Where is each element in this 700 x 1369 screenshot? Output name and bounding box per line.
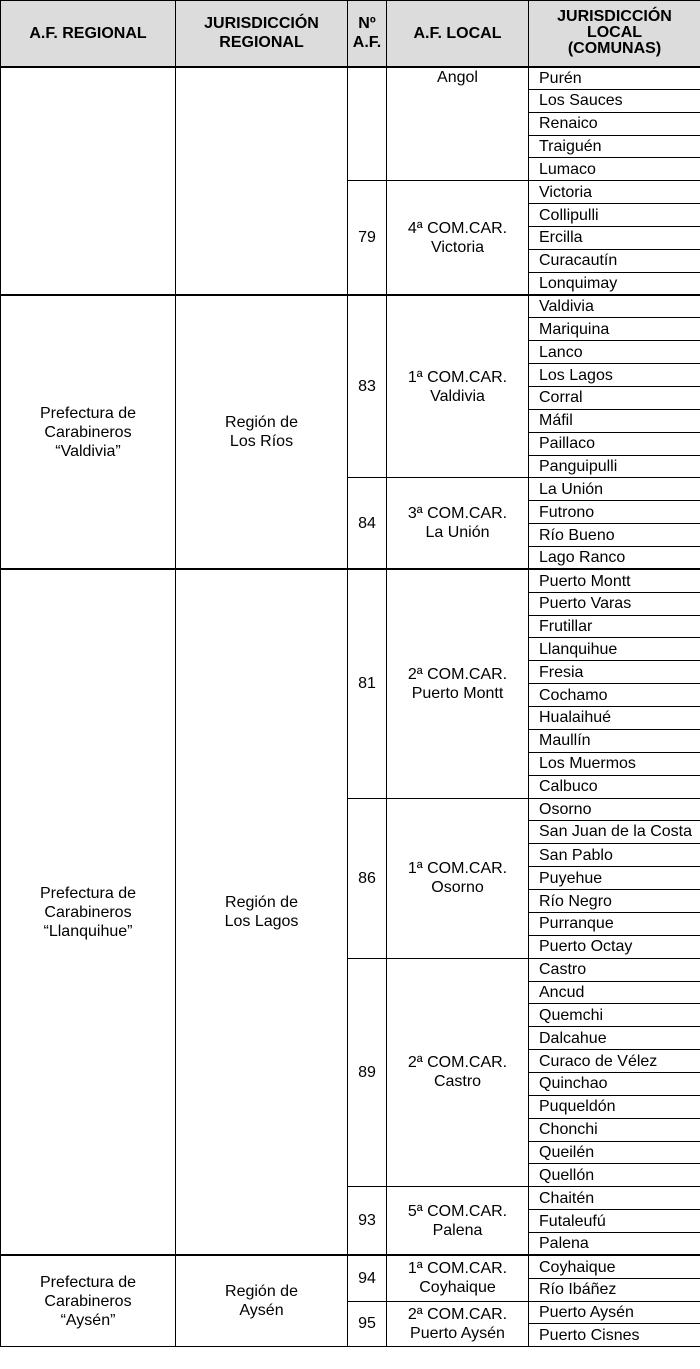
comuna-cell: Lonquimay [529,272,700,295]
comuna-cell: Traiguén [529,135,700,158]
comuna-cell: Chaitén [529,1187,700,1210]
comuna-cell: Máfil [529,409,700,432]
comuna-cell: Hualaihué [529,707,700,730]
nro-af-cell: 81 [348,569,387,798]
nro-af-cell: 84 [348,478,387,569]
comuna-cell: Río Negro [529,890,700,913]
comuna-cell: Queilén [529,1141,700,1164]
comuna-cell: Quemchi [529,1004,700,1027]
comuna-cell: Los Lagos [529,364,700,387]
region-cell: Región de Los Ríos [176,295,348,569]
af-local-cell: 2ª COM.CAR. Puerto Montt [387,569,529,798]
table-row [1,67,700,90]
comuna-cell: La Unión [529,478,700,501]
comuna-cell: Lanco [529,341,700,364]
comuna-cell: Calbuco [529,775,700,798]
af-local-cell: 1ª COM.CAR. Coyhaique [387,1255,529,1301]
header-nro-af: Nº A.F. [348,1,387,67]
af-local-cell: 2ª COM.CAR. Castro [387,958,529,1187]
comuna-cell: Mariquina [529,318,700,341]
comuna-cell: Frutillar [529,615,700,638]
prefectura-cell: Prefectura de Carabineros “Valdivia” [1,295,176,569]
comuna-cell: Purén [529,67,700,90]
comuna-cell: Valdivia [529,295,700,318]
comuna-cell: Lumaco [529,158,700,181]
nro-af-cell: 94 [348,1255,387,1301]
comuna-cell: Cochamo [529,684,700,707]
region-cell [176,67,348,296]
comuna-cell: Los Muermos [529,752,700,775]
comuna-cell: Coyhaique [529,1255,700,1278]
af-local-cell: 1ª COM.CAR. Osorno [387,798,529,958]
comuna-cell: Dalcahue [529,1027,700,1050]
comuna-cell: Purranque [529,912,700,935]
comuna-cell: Ancud [529,981,700,1004]
comuna-cell: Fresia [529,661,700,684]
comuna-cell: Puerto Varas [529,592,700,615]
comuna-cell: Río Bueno [529,524,700,547]
header-row [1,1,700,67]
comuna-cell: Renaico [529,112,700,135]
table-row [1,295,700,318]
comuna-cell: Castro [529,958,700,981]
comuna-cell: San Juan de la Costa [529,821,700,844]
nro-af-cell [348,67,387,181]
comuna-cell: Corral [529,387,700,410]
table-row [1,1255,700,1278]
comuna-cell: Puerto Montt [529,569,700,592]
comuna-cell: Victoria [529,181,700,204]
nro-af-cell: 95 [348,1301,387,1347]
comuna-cell: Lago Ranco [529,547,700,570]
table-row [1,569,700,592]
table-body [1,67,700,1347]
nro-af-cell: 79 [348,181,387,295]
region-cell: Región de Los Lagos [176,569,348,1255]
comuna-cell: Palena [529,1232,700,1255]
comuna-cell: Ercilla [529,227,700,250]
comuna-cell: Puqueldón [529,1095,700,1118]
comuna-cell: Puerto Cisnes [529,1324,700,1347]
comuna-cell: Río Ibáñez [529,1278,700,1301]
af-local-cell: 5ª COM.CAR. Palena [387,1187,529,1256]
nro-af-cell: 83 [348,295,387,478]
af-local-cell: 3ª COM.CAR. La Unión [387,478,529,569]
comuna-cell: Osorno [529,798,700,821]
nro-af-cell: 89 [348,958,387,1187]
comuna-cell: Quinchao [529,1072,700,1095]
comuna-cell: Maullín [529,729,700,752]
comuna-cell: Futaleufú [529,1210,700,1233]
af-local-cell: 1ª COM.CAR. Valdivia [387,295,529,478]
region-cell: Región de Aysén [176,1255,348,1346]
comuna-cell: San Pablo [529,844,700,867]
comuna-cell: Curaco de Vélez [529,1050,700,1073]
header-jurisdiccion-local: JURISDICCIÓN LOCAL (COMUNAS) [529,1,700,67]
comuna-cell: Chonchi [529,1118,700,1141]
comuna-cell: Puerto Aysén [529,1301,700,1324]
header-af-local: A.F. LOCAL [387,1,529,67]
nro-af-cell: 93 [348,1187,387,1256]
comuna-cell: Los Sauces [529,89,700,112]
nro-af-cell: 86 [348,798,387,958]
prefectura-cell [1,67,176,296]
comuna-cell: Panguipulli [529,455,700,478]
comuna-cell: Llanquihue [529,638,700,661]
prefectura-cell: Prefectura de Carabineros “Aysén” [1,1255,176,1346]
af-local-cell: 4ª COM.CAR. Victoria [387,181,529,295]
comuna-cell: Puerto Octay [529,935,700,958]
comuna-cell: Curacautín [529,249,700,272]
comuna-cell: Quellón [529,1164,700,1187]
af-local-cell: 2ª COM.CAR. Puerto Aysén [387,1301,529,1347]
prefectura-cell: Prefectura de Carabineros “Llanquihue” [1,569,176,1255]
header-jurisdiccion-regional: JURISDICCIÓN REGIONAL [176,1,348,67]
af-local-cell: Angol [387,67,529,181]
comuna-cell: Futrono [529,501,700,524]
comuna-cell: Puyehue [529,867,700,890]
comuna-cell: Collipulli [529,204,700,227]
header-af-regional: A.F. REGIONAL [1,1,176,67]
comuna-cell: Paillaco [529,432,700,455]
